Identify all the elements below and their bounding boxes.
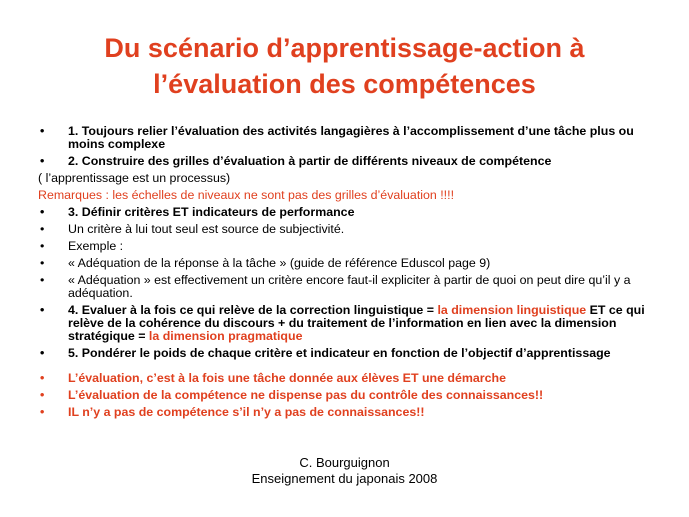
bullet-icon: • [40, 303, 45, 317]
list-item [40, 206, 655, 219]
item-text: L’évaluation de la compétence ne dispense pas du contrôle des connaissances!! [68, 388, 544, 402]
item-text: « Adéquation de la réponse à la tâche » (guide de référence Eduscol page 9) [68, 256, 491, 270]
title-line-2: l’évaluation des compétences [153, 69, 536, 99]
list-item [40, 125, 655, 151]
list-item [40, 304, 655, 343]
bullet-icon: • [40, 205, 45, 219]
list-item [40, 347, 655, 360]
bullet-icon: • [40, 124, 45, 138]
bullet-icon: • [40, 256, 45, 270]
item-text: « Adéquation » est effectivement un critère encore faut-il expliciter à partir de quoi on peut dire qu’il y a adéquation. [68, 273, 631, 300]
list-item [40, 406, 655, 419]
footer-author: C. Bourguignon [299, 455, 390, 470]
bullet-icon: • [40, 154, 45, 168]
item-text: IL n’y a pas de compétence s’il n’y a pas de connaissances!! [68, 405, 425, 419]
item-text: Exemple : [68, 239, 124, 253]
highlight-linguistic: la dimension linguistique [437, 303, 587, 317]
bullet-icon: • [40, 222, 45, 236]
item-text: L’évaluation, c’est à la fois une tâche donnée aux élèves ET une démarche [68, 371, 506, 385]
remark-paragraph [38, 189, 655, 202]
footer-course: Enseignement du japonais 2008 [251, 471, 438, 486]
paragraph-text: ( l’apprentissage est un processus) [38, 171, 231, 185]
list-item [40, 240, 655, 253]
slide-footer [0, 455, 689, 487]
item-text: 1. Toujours relier l’évaluation des activités langagières à l’accomplissement d’une tâche plus ou moins complexe [68, 124, 634, 151]
item-text: 5. Pondérer le poids de chaque critère et indicateur en fonction de l’objectif d’apprentissage [68, 346, 611, 360]
list-item [40, 372, 655, 385]
item-text-part: 4. Evaluer à la fois ce qui relève de la correction linguistique = [68, 303, 438, 317]
bullet-icon: • [40, 388, 45, 402]
paragraph [38, 172, 655, 185]
list-item [40, 155, 655, 168]
highlight-pragmatic: la dimension pragmatique [148, 329, 303, 343]
slide-title [20, 30, 669, 102]
bullet-icon: • [40, 346, 45, 360]
item-text: 2. Construire des grilles d’évaluation à partir de différents niveaux de compétence [68, 154, 552, 168]
list-item [40, 389, 655, 402]
title-line-1: Du scénario d’apprentissage-action à [104, 33, 585, 63]
slide-body [40, 125, 655, 423]
remark-text: Remarques : les échelles de niveaux ne sont pas des grilles d’évaluation !!!! [38, 188, 455, 202]
bullet-icon: • [40, 273, 45, 287]
bullet-icon: • [40, 371, 45, 385]
item-text: 3. Définir critères ET indicateurs de performance [68, 205, 355, 219]
list-item [40, 223, 655, 236]
bullet-icon: • [40, 405, 45, 419]
item-text-part: ET ce qui relève de la cohérence du discours + du traitement de l’information en lien avec la dimension stratégique = [68, 303, 645, 343]
item-text: Un critère à lui tout seul est source de subjectivité. [68, 222, 345, 236]
list-item [40, 257, 655, 270]
bullet-icon: • [40, 239, 45, 253]
list-item [40, 274, 655, 300]
